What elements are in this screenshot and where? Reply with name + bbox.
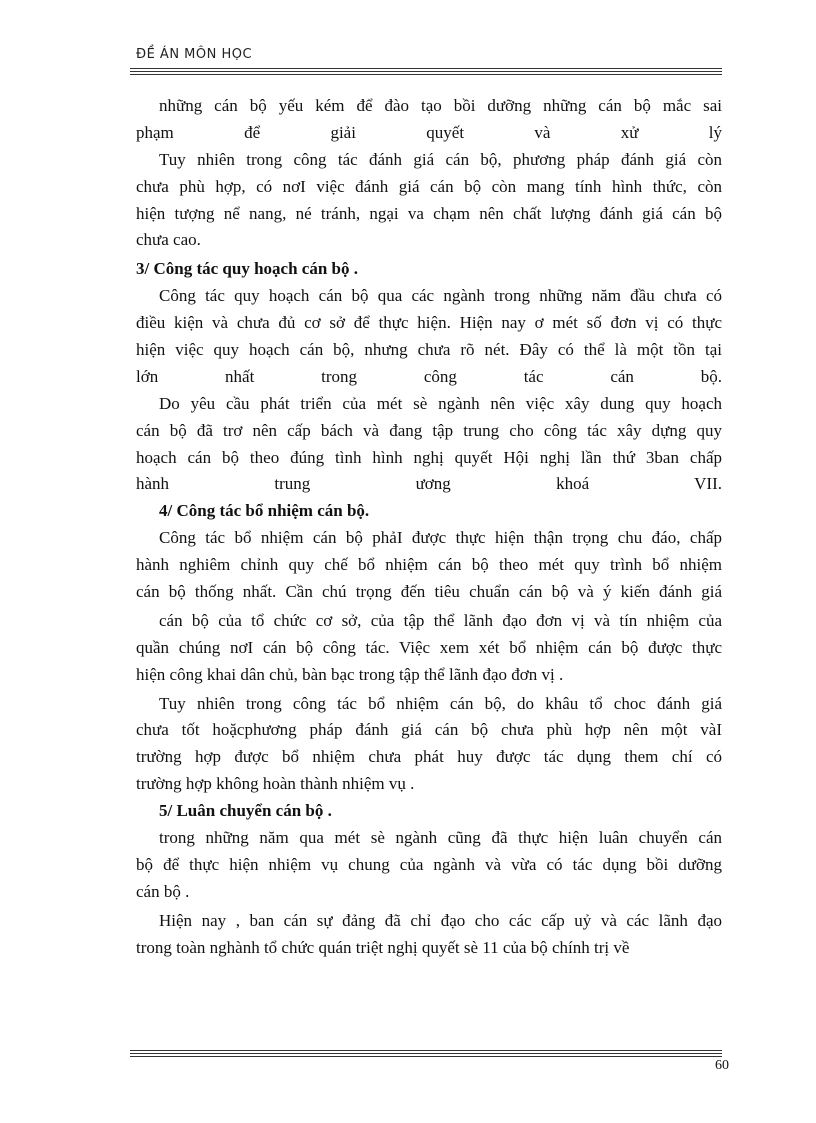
text-line: chưa tốt hoặcphương pháp đánh giá cán bộ chưa phù hợp nên một vàI: [136, 720, 722, 740]
header-rule: [130, 74, 722, 75]
text-line: chưa cao.: [136, 230, 201, 250]
text-line: điều kiện và chưa đủ cơ sở để thực hiện. Hiện nay ơ mét số đơn vị có thực: [136, 313, 722, 333]
header-title: ĐỀ ÁN MÔN HỌC: [136, 47, 253, 62]
text-line: trong những năm qua mét sè ngành cũng đã thực hiện luân chuyển cán: [159, 828, 722, 848]
text-line: hiện công khai dân chủ, bàn bạc trong tập thể lãnh đạo đơn vị .: [136, 664, 564, 684]
text-line: Tuy nhiên trong công tác bổ nhiệm cán bộ, do khâu tổ choc đánh giá: [159, 693, 722, 713]
header-rule: [130, 68, 722, 69]
header-rule: [130, 71, 722, 72]
text-line: trường hợp không hoàn thành nhiệm vụ .: [136, 774, 415, 794]
text-line: Công tác quy hoạch cán bộ qua các ngành trong những năm đầu chưa có: [159, 286, 722, 306]
text-line: cán bộ đã trơ nên cấp bách và đang tập trung cho công tác xây dựng quy: [136, 420, 722, 440]
section-heading: 5/ Luân chuyển cán bộ .: [159, 801, 332, 821]
text-line: chưa phù hợp, có nơI việc đánh giá cán bộ còn mang tính hình thức, còn: [136, 176, 722, 196]
text-line: trong toàn nghành tổ chức quán triệt nghị quyết sè 11 của bộ chính trị về: [136, 937, 630, 957]
section-heading: 3/ Công tác quy hoạch cán bộ .: [136, 259, 358, 279]
section-heading: 4/ Công tác bổ nhiệm cán bộ.: [159, 501, 370, 521]
page-number: 60: [715, 1058, 729, 1073]
document-body: [136, 93, 722, 962]
text-line: cán bộ .: [136, 881, 190, 901]
text-line: hiện việc quy hoạch cán bộ, nhưng chưa rõ nét. Đây có thể là một tồn tại: [136, 340, 722, 360]
text-line: bộ để thực hiện nhiệm vụ chung của ngành và vừa có tác dụng bồi dưỡng: [136, 854, 722, 874]
text-line: quần chúng nơI cán bộ công tác. Việc xem xét bổ nhiệm cán bộ được thực: [136, 637, 722, 657]
footer-rule: [130, 1056, 722, 1057]
text-line: cán bộ của tổ chức cơ sở, của tập thể lãnh đạo đơn vị và tín nhiệm của: [159, 610, 722, 630]
text-line: Do yêu cầu phát triển của mét sè ngành nên việc xây dung quy hoạch: [159, 393, 722, 413]
text-line: Công tác bổ nhiệm cán bộ phảI được thực hiện thận trọng chu đáo, chấp: [159, 528, 722, 548]
text-line: cán bộ thống nhất. Cần chú trọng đến tiêu chuẩn cán bộ và ý kiến đánh giá: [136, 582, 722, 602]
text-line: phạm để giải quyết và xử lý: [136, 122, 722, 142]
text-line: Hiện nay , ban cán sự đảng đã chỉ đạo cho các cấp uỷ và các lãnh đạo: [159, 910, 722, 930]
text-line: hoạch cán bộ theo đúng tình hình nghị quyết Hội nghị lần thứ 3ban chấp: [136, 447, 722, 467]
footer-rule: [130, 1053, 722, 1054]
text-line: lớn nhất trong công tác cán bộ.: [136, 366, 722, 386]
text-line: những cán bộ yếu kém để đào tạo bồi dưỡng những cán bộ mắc sai: [159, 96, 722, 115]
footer-rule: [130, 1050, 722, 1051]
text-line: hành trung ương khoá VII.: [136, 474, 722, 494]
text-line: hành nghiêm chỉnh quy chế bổ nhiệm cán bộ theo mét quy trình bổ nhiệm: [136, 555, 722, 575]
text-line: trường hợp được bổ nhiệm chưa phát huy được tác dụng them chí có: [136, 747, 722, 767]
text-line: hiện tượng nể nang, né tránh, ngại va chạm nên chất lượng đánh giá cán bộ: [136, 203, 722, 223]
text-line: Tuy nhiên trong công tác đánh giá cán bộ, phương pháp đánh giá còn: [159, 149, 722, 169]
